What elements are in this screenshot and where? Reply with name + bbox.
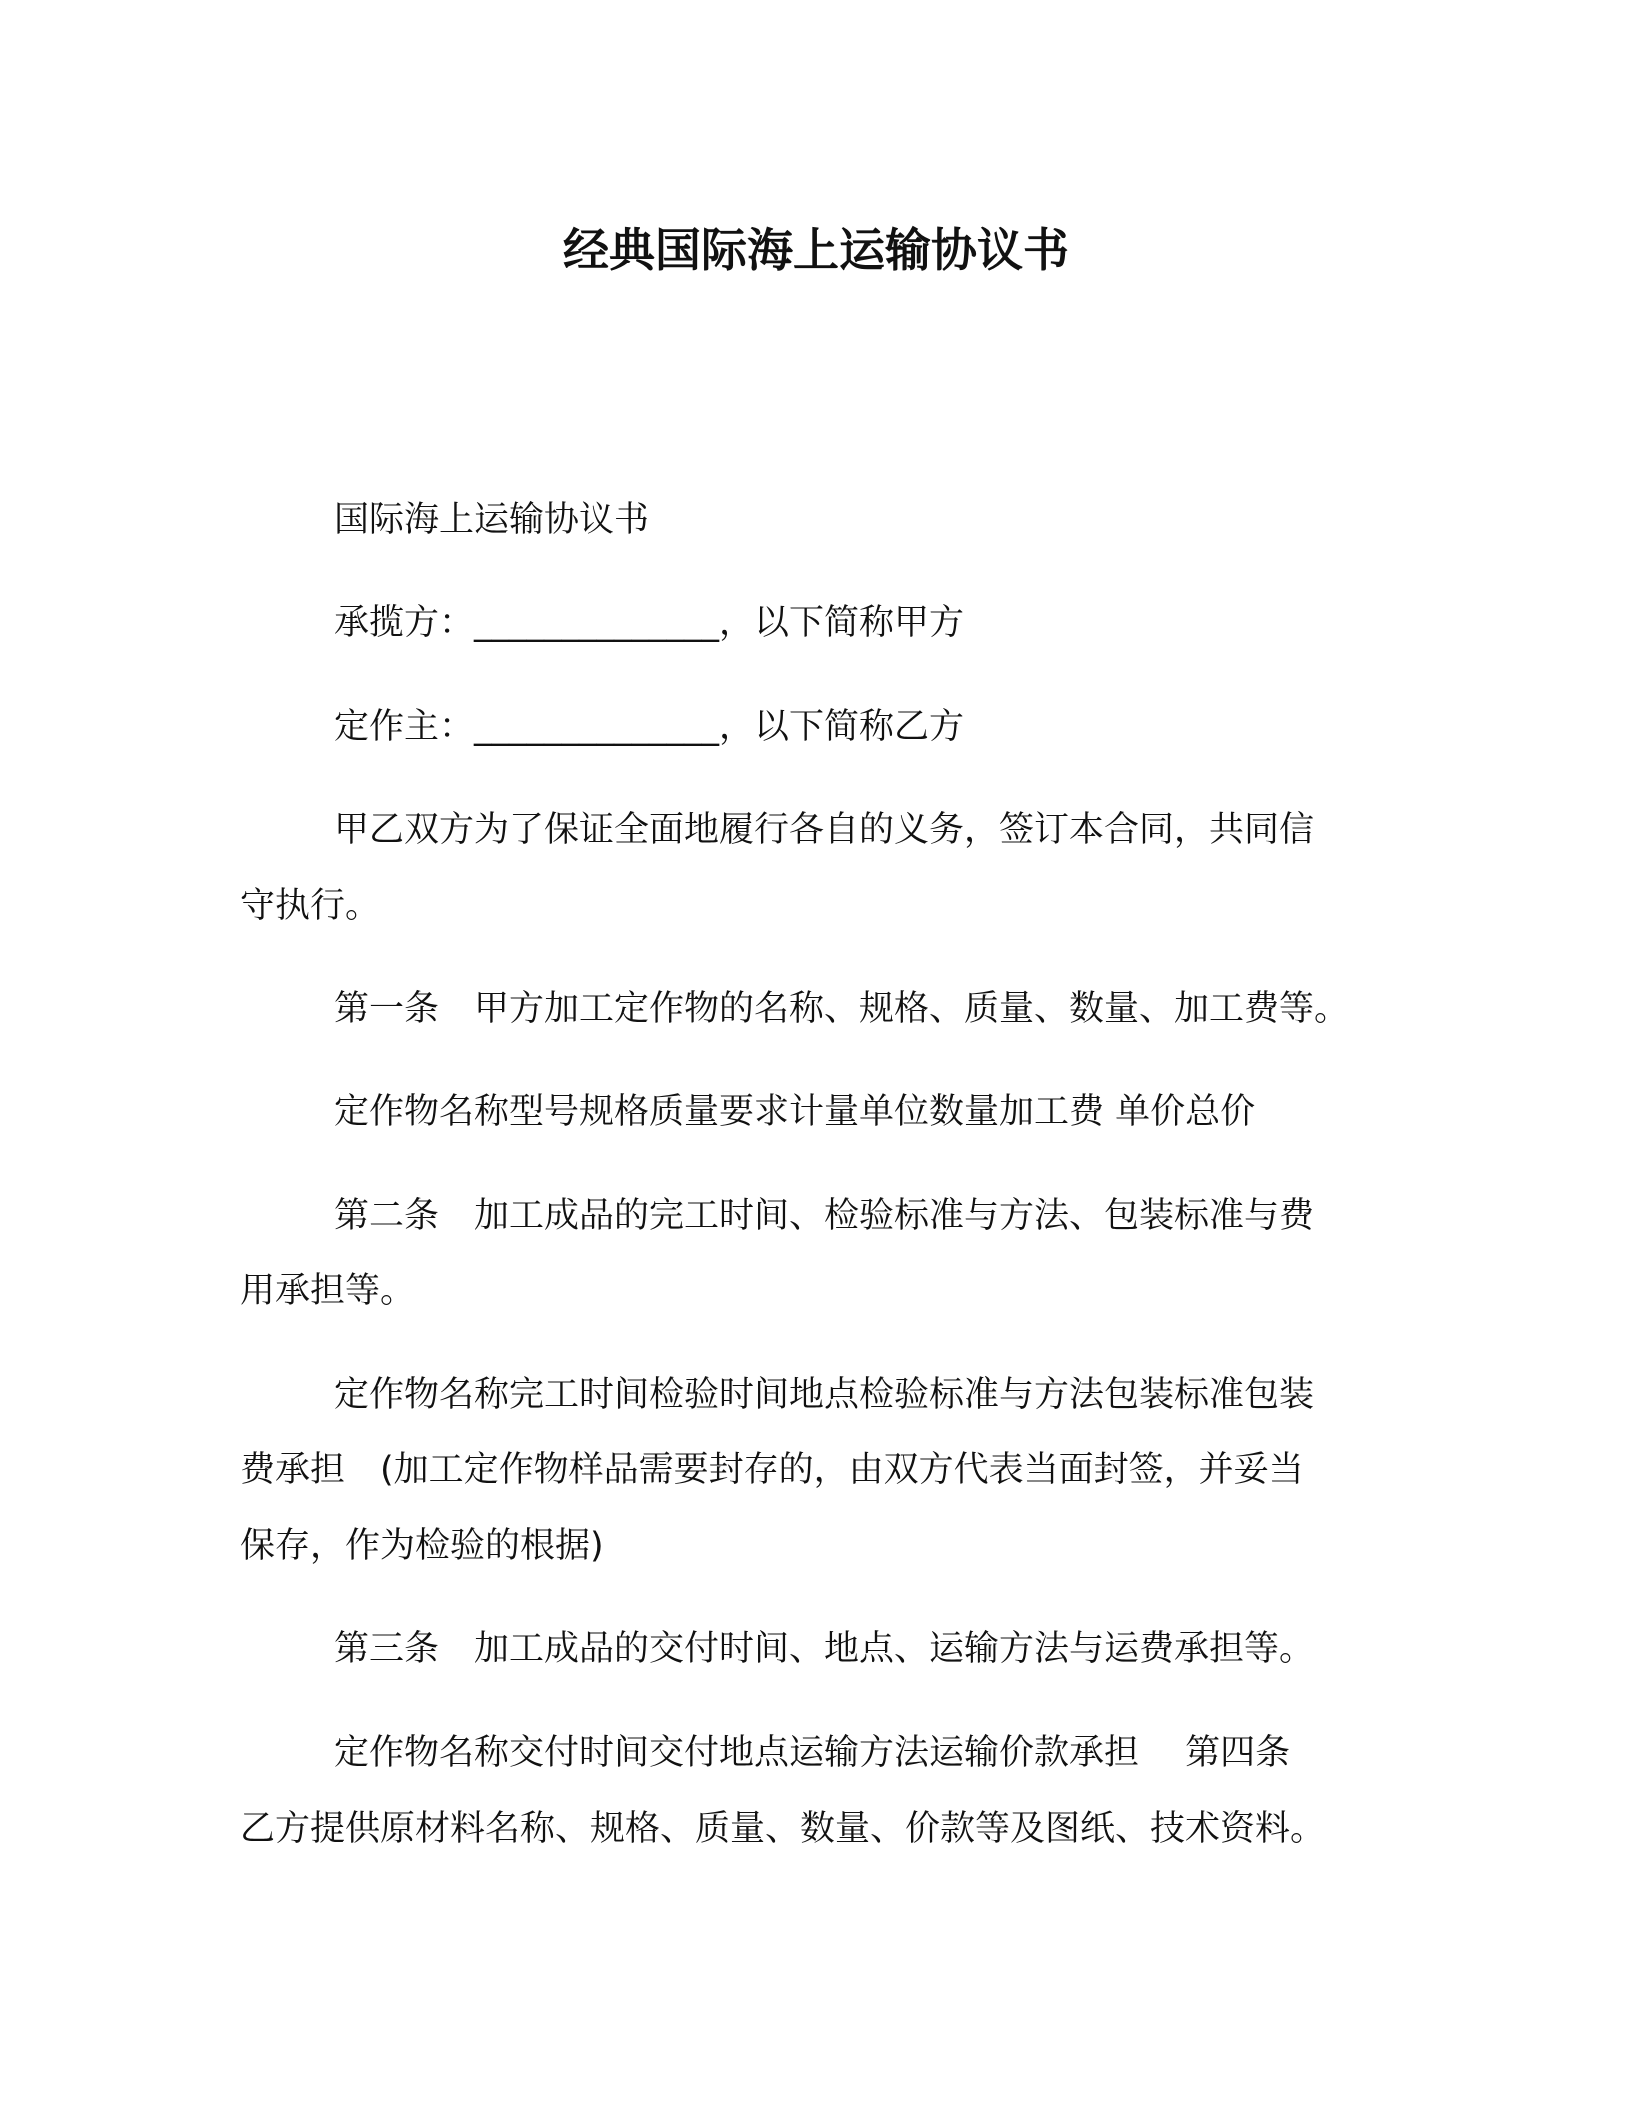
paragraph-line: 定作物名称交付时间交付地点运输方法运输价款承担 第四条 bbox=[334, 1733, 1291, 1773]
paragraph-line: 甲乙双方为了保证全面地履行各自的义务，签订本合同，共同信 bbox=[334, 810, 1315, 850]
paragraph-line: 乙方提供原材料名称、规格、质量、数量、价款等及图纸、技术资料。 bbox=[240, 1809, 1326, 1849]
paragraph-line: 第一条 甲方加工定作物的名称、规格、质量、数量、加工费等。 bbox=[334, 989, 1350, 1029]
paragraph-line: 保存，作为检验的根据) bbox=[240, 1526, 604, 1566]
paragraph-line: 国际海上运输协议书 bbox=[334, 500, 650, 540]
paragraph-line: 承揽方：______________，以下简称甲方 bbox=[334, 603, 965, 643]
document-title: 经典国际海上运输协议书 bbox=[563, 223, 1069, 277]
paragraph-line: 定作物名称型号规格质量要求计量单位数量加工费 单价总价 bbox=[334, 1092, 1256, 1132]
paragraph-line: 定作物名称完工时间检验时间地点检验标准与方法包装标准包装 bbox=[334, 1375, 1315, 1415]
paragraph-line: 第二条 加工成品的完工时间、检验标准与方法、包装标准与费 bbox=[334, 1196, 1315, 1236]
paragraph-line: 费承担 (加工定作物样品需要封存的，由双方代表当面封签，并妥当 bbox=[240, 1450, 1304, 1490]
paragraph-line: 用承担等。 bbox=[240, 1271, 416, 1311]
paragraph-line: 守执行。 bbox=[240, 886, 381, 926]
paragraph-line: 定作主：______________，以下简称乙方 bbox=[334, 707, 965, 747]
paragraph-line: 第三条 加工成品的交付时间、地点、运输方法与运费承担等。 bbox=[334, 1629, 1315, 1669]
